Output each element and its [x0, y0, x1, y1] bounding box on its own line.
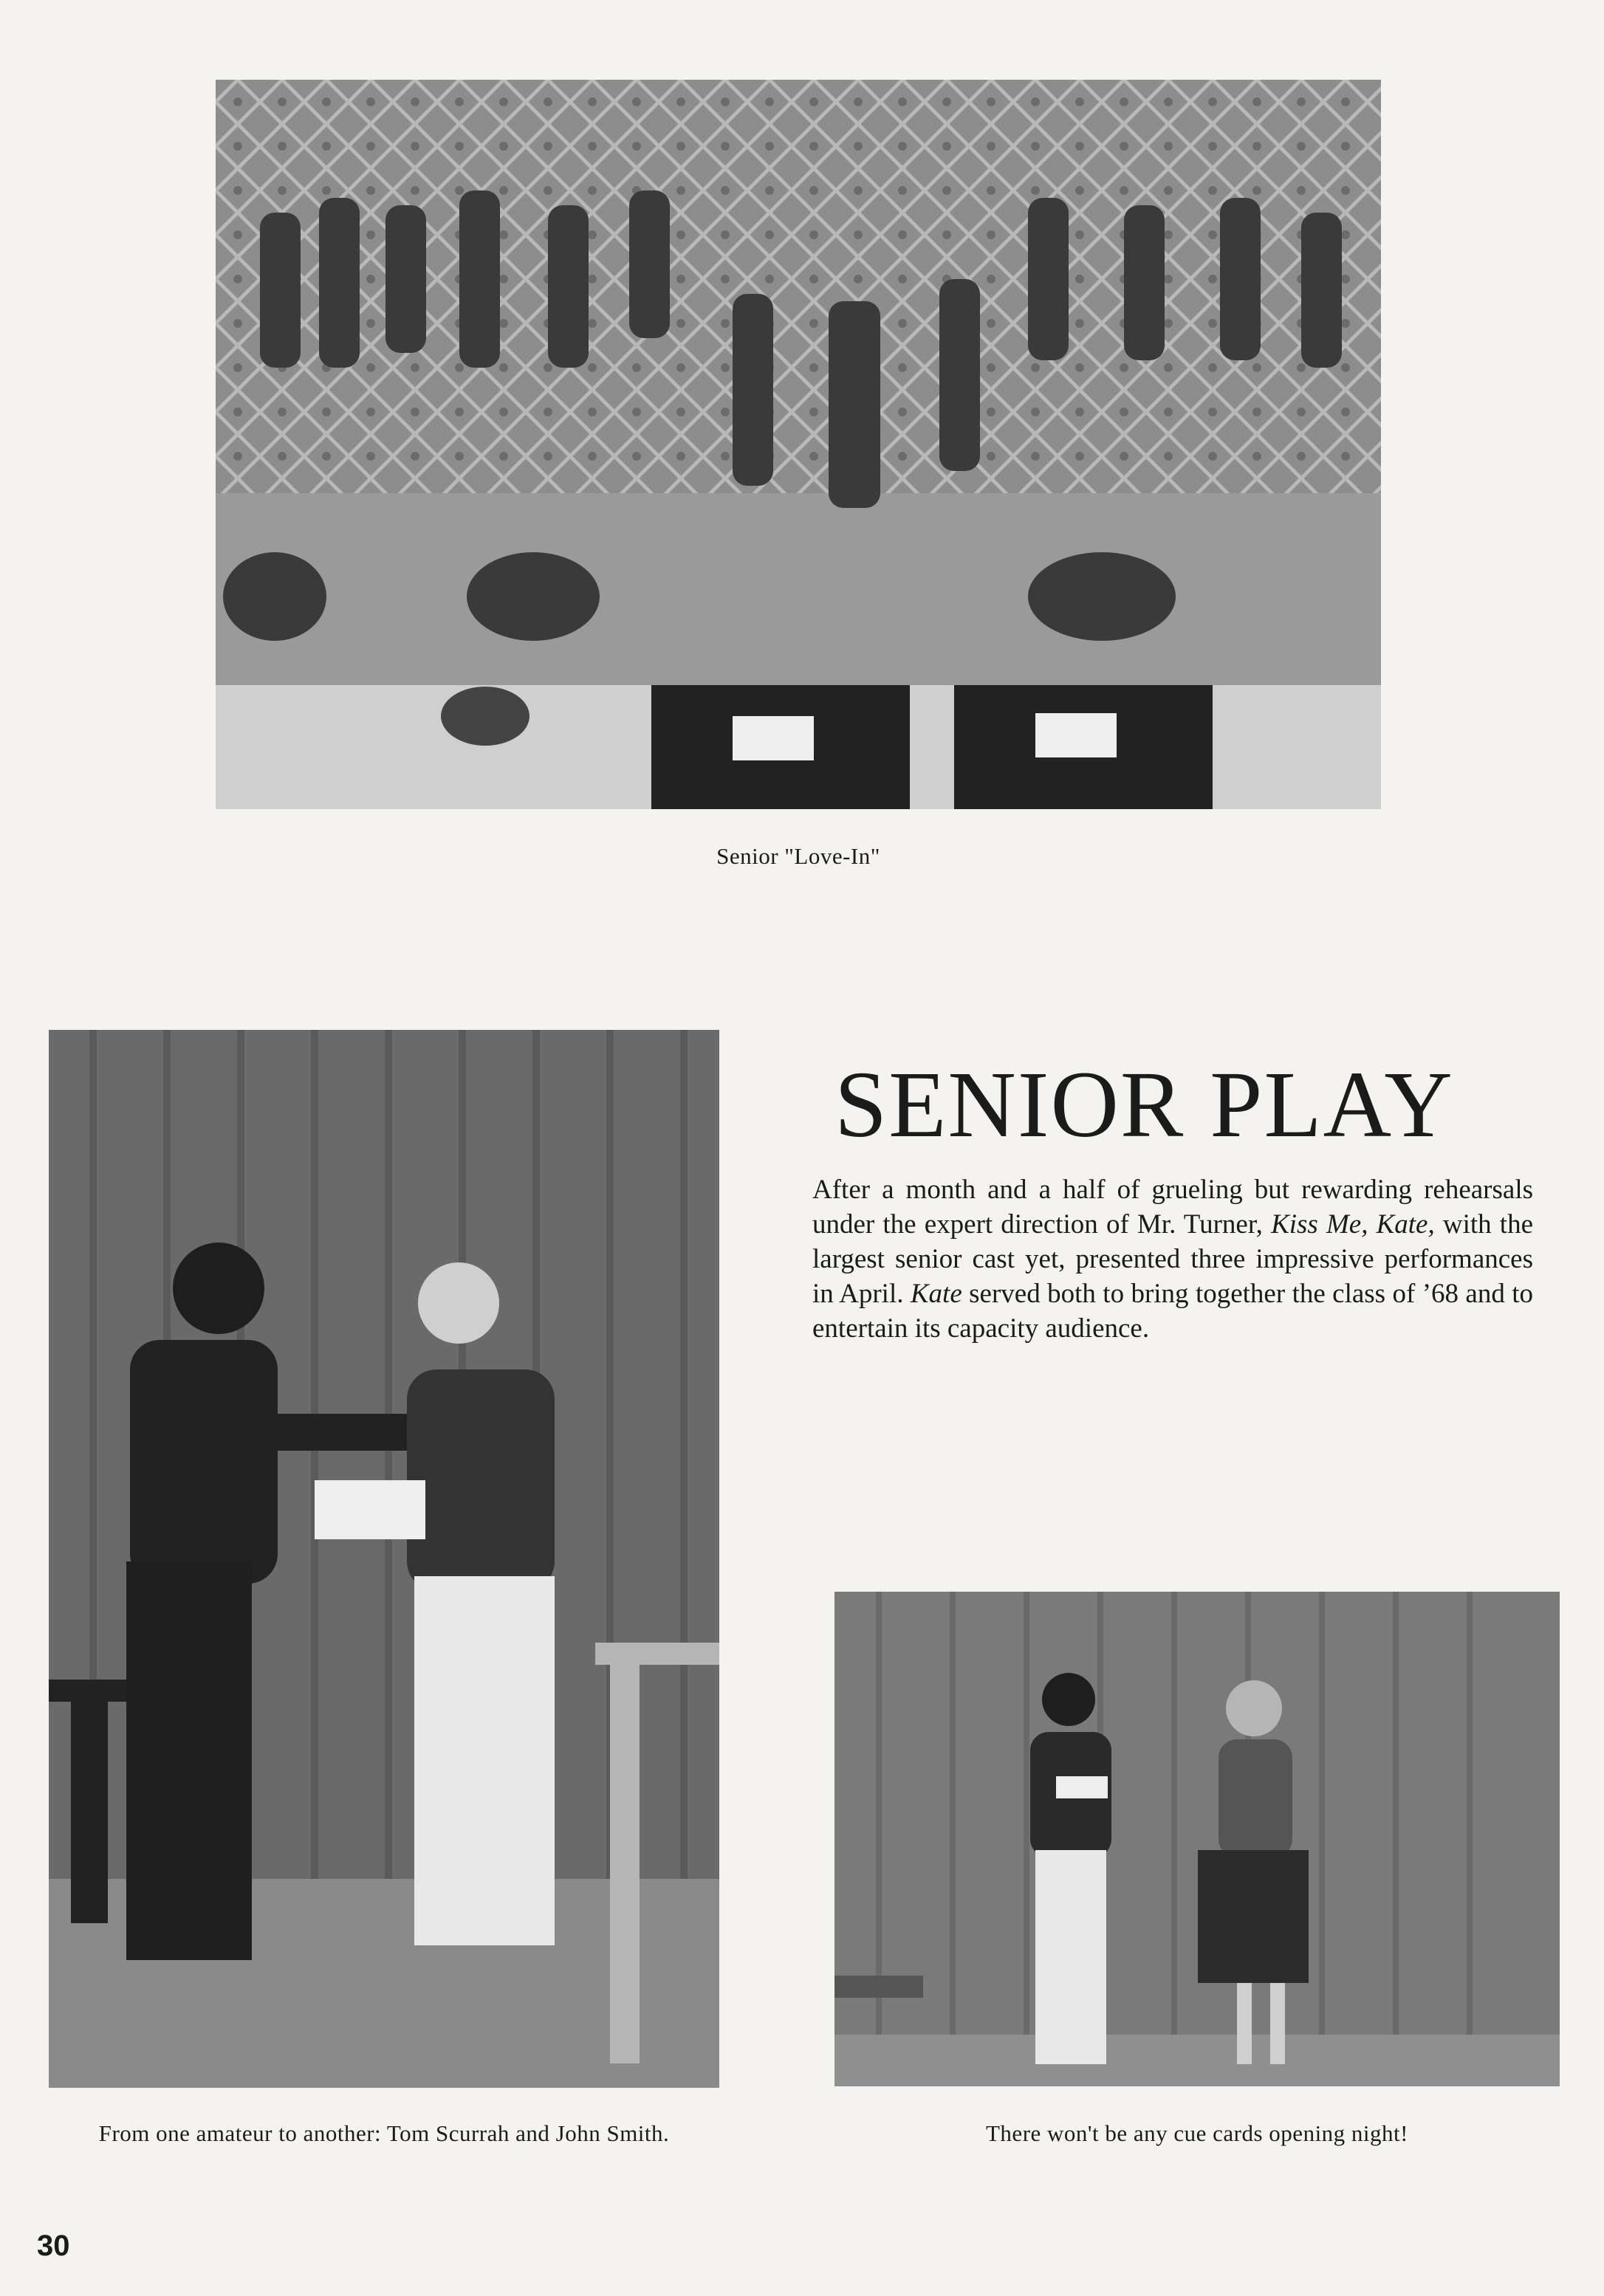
article-body-text-3: served both to bring together the class of ’68 and to entertain its capacity audience. — [812, 1279, 1533, 1344]
right-photo-caption: There won't be any cue cards opening night! — [986, 2120, 1408, 2146]
page-number: 30 — [37, 2230, 70, 2262]
article-body-text-1: After a month and a half of grueling but rewarding rehearsals under the expert direction of Mr. Turner, — [812, 1175, 1533, 1240]
article-body — [812, 1172, 1533, 1346]
article-body-text-2: with the largest senior cast yet, presented three impressive performances in April. — [812, 1209, 1533, 1309]
right-photo-couple — [834, 1592, 1560, 2086]
article-title: SENIOR PLAY — [834, 1052, 1454, 1157]
left-photo-rehearsal — [49, 1030, 719, 2088]
article-body-play-title: Kiss Me, Kate, — [1271, 1209, 1435, 1240]
article-body-play-short-title: Kate — [910, 1279, 962, 1309]
top-photo-senior-love-in — [216, 80, 1381, 809]
left-photo-caption: From one amateur to another: Tom Scurrah and John Smith. — [98, 2120, 670, 2146]
top-photo-caption: Senior "Love-In" — [716, 843, 880, 869]
